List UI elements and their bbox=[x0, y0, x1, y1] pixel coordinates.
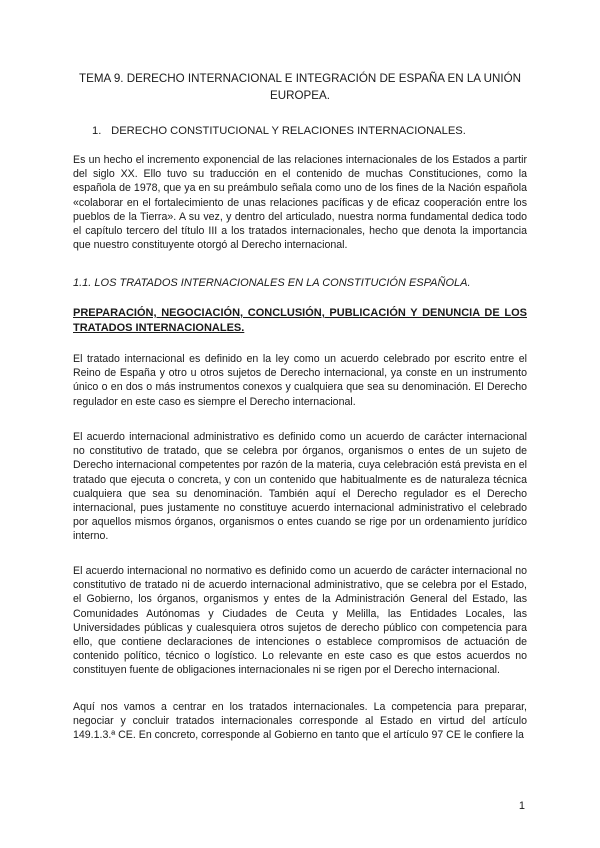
subsection-title: 1.1. LOS TRATADOS INTERNACIONALES EN LA CONSTITUCIÓN ESPAÑOLA. bbox=[73, 277, 471, 289]
section-number: 1. bbox=[92, 125, 102, 137]
section-title: DERECHO CONSTITUCIONAL Y RELACIONES INTERNACIONALES. bbox=[111, 125, 466, 137]
page-number: 1 bbox=[518, 800, 525, 812]
paragraph-tratado: El tratado internacional es definido en la ley como un acuerdo celebrado por escrito entre el Reino de España y otro u otros sujetos de Derecho internacional, ya conste en un instrumento único o en dos o más instrumentos conexos y cualquiera que sea su denominación. El Derecho regulador en este caso es siempre el Derecho internacional. bbox=[73, 353, 527, 408]
paragraph-acuerdo-administrativo: El acuerdo internacional administrativo es definido como un acuerdo de carácter internacional no constitutivo de tratado, que se celebra por órganos, organismos o entes de un sujeto de Derecho internacional competentes por razón de la materia, cuya celebración está prevista en el tratado que ejecuta o concreta, y con un contenido que habitualmente es de naturaleza técnica cualquiera que sea su denominación. También aquí el Derecho regulador es el Derecho internacional, pues justamente no constituye acuerdo internacional administrativo el celebrado por aquellos mismos órganos, organismos o entes cuando se rige por un ordenamiento jurídico interno. bbox=[73, 431, 527, 543]
paragraph-acuerdo-no-normativo: El acuerdo internacional no normativo es definido como un acuerdo de carácter internacional no constitutivo de tratado ni de acuerdo internacional administrativo, que se celebra por el Estado, el Gobierno, los órganos, organismos y entes de la Administración General del Estado, las Comunidades Autónomas y Ciudades de Ceuta y Melilla, las Entidades Locales, las Universidades públicas y cualesquiera otros sujetos de derecho público con competencia para ello, que contiene declaraciones de intenciones o establece compromisos de actuación de contenido político, técnico o logístico. Lo relevante en este caso es que estos acuerdos no constituyen fuente de obligaciones internacionales ni se rigen por el Derecho internacional. bbox=[73, 565, 527, 677]
intro-paragraph: Es un hecho el incremento exponencial de las relaciones internacionales de los Estados a partir del siglo XX. Ello tuvo su traducción en el contenido de muchas Constituciones, como la española de 1978, que ya en su preámbulo señala como uno de los fines de la Nación española «colaborar en el fortalecimiento de unas relaciones pacíficas y de eficaz cooperación entre los pueblos de la Tierra». A su vez, y dentro del articulado, nuestra norma fundamental dedica todo el capítulo tercero del título III a los tratados internacionales, hecho que denota la importancia que nuestro constituyente otorgó al Derecho internacional. bbox=[73, 154, 527, 252]
document-title: TEMA 9. DERECHO INTERNACIONAL E INTEGRACIÓN DE ESPAÑA EN LA UNIÓN EUROPEA. bbox=[79, 72, 521, 102]
paragraph-competencia: Aquí nos vamos a centrar en los tratados internacionales. La competencia para preparar, negociar y concluir tratados internacionales corresponde al Estado en virtud del artículo 149.1.3.ª CE. En concreto, corresponde al Gobierno en tanto que el artículo 97 CE le confiere la bbox=[73, 701, 527, 742]
underlined-heading: PREPARACIÓN, NEGOCIACIÓN, CONCLUSIÓN, PUBLICACIÓN Y DENUNCIA DE LOS TRATADOS INTERNACIONALES. bbox=[73, 307, 527, 334]
section-heading bbox=[92, 125, 466, 137]
